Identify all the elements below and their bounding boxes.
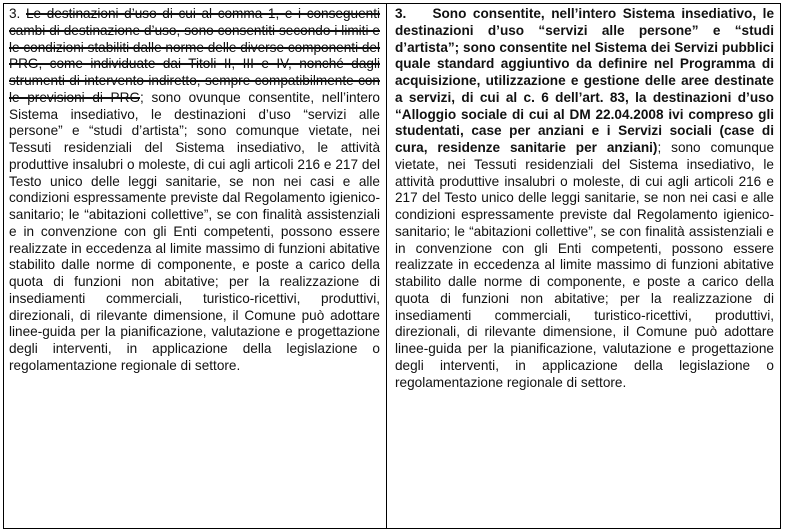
amended-text-column (387, 4, 780, 528)
paragraph-number: 3. (395, 6, 407, 21)
original-text-column (4, 4, 387, 528)
amended-paragraph (395, 6, 774, 391)
deleted-text: Le destinazioni d’uso di cui al comma 1, e i conseguenti cambi di destinazione d’uso, sono consentiti secondo i limiti e le condizioni stabiliti dalle norme delle diverse componenti del PRG, come individuate dai Titoli II, III e IV, nonché dagli strumenti di intervento indiretto, sempre compatibilmente con le previsioni di PRG (9, 6, 381, 105)
comparison-table (3, 3, 781, 529)
paragraph-body: ; sono ovunque consentite, nell’intero Sistema insediativo, le destinazioni d’uso “servizi alle persone” e “studi d’artista”; sono comunque vietate, nei Tessuti residenziali del Sistema insediativo, le attività produttive insalubri o moleste, di cui agli articoli 216 e 217 del Testo unico delle leggi sanitarie, se non nei casi e alle condizioni espressamente previste dal Regolamento igienico-sanitario; le “abitazioni collettive”, se con finalità assistenziali e in convenzione con gli Enti competenti, possono essere realizzate in eccedenza al limite massimo di funzioni abitative stabilito dalle norme di componente, e poste a carico della quota di funzioni non abitative; per la realizzazione di insediamenti commerciali, turistico-ricettivi, produttivi, direzionali, di rilevante dimensione, il Comune può adottare linee-guida per la pianificazione, valutazione e progettazione degli interventi, in applicazione della legislazione o regolamentazione regionale di settore. (9, 89, 380, 373)
paragraph-body: ; sono comunque vietate, nei Tessuti residenziali del Sistema insediativo, le attività produttive insalubri o moleste, di cui agli articoli 216 e 217 del Testo unico delle leggi sanitarie, se non nei casi e alle condizioni espressamente previste dal Regolamento igienico-sanitario; le “abitazioni collettive”, se con finalità assistenziali e in convenzione con gli Enti competenti, possono essere realizzate in eccedenza al limite massimo di funzioni abitative stabilito dalle norme di componente, e poste a carico della quota di funzioni non abitative; per la realizzazione di insediamenti commerciali, turistico-ricettivi, produttivi, direzionali, di rilevante dimensione, il Comune può adottare linee-guida per la pianificazione, valutazione e progettazione degli interventi, in applicazione della legislazione o regolamentazione regionale di settore. (395, 140, 774, 390)
added-text: Sono consentite, nell’intero Sistema insediativo, le destinazioni d’uso “servizi alle persone” e “studi d’artista”; sono consentite nel Sistema dei Servizi pubblici quale standard aggiuntivo da definire nel Programma di acquisizione, utilizzazione e gestione delle aree destinate a servizi, di cui al c. 6 dell’art. 83, la destinazioni d’uso “Alloggio sociale di cui al DM 22.04.2008 ivi compreso gli studentati, case per anziani e i Servizi sociali (case di cura, residenze sanitarie per anziani) (395, 6, 774, 155)
paragraph-number: 3. (9, 6, 21, 21)
original-paragraph (9, 6, 380, 375)
